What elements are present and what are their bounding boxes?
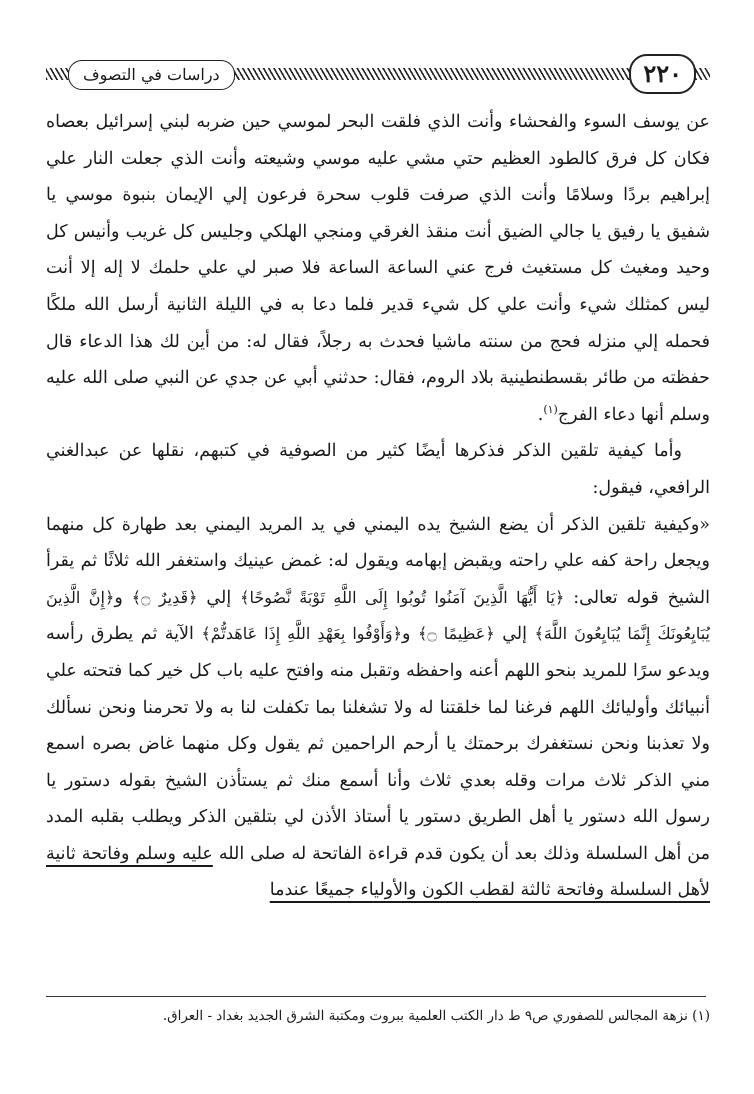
body-text: [46, 104, 710, 909]
paragraph-talqin-intro: وأما كيفية تلقين الذكر فذكرها أيضًا كثير من الصوفية في كتبهم، نقلها عن عبدالغني الرافعي، فيقول:: [46, 441, 710, 498]
quran-verse-1-end: ﴿قَدِيرٌ ۝﴾: [131, 587, 198, 607]
page-number: ٢٢٠: [629, 54, 696, 94]
paragraph-prayer: [46, 104, 710, 433]
page-header: [46, 60, 710, 94]
running-title: دراسات في التصوف: [68, 60, 235, 90]
connector-ila-1: إلي: [206, 587, 232, 608]
quotation-last-line: عليه وسلم وفاتحة ثانية لأهل السلسلة وفاتحة ثالثة لقطب الكون والأولياء جميعًا عندما: [46, 843, 710, 901]
connector-wa-2: و: [401, 624, 411, 645]
paragraph-prayer-end: .: [537, 404, 544, 425]
quran-verse-3: ﴿وَأَوْفُوا بِعَهْدِ اللَّهِ إِذَا عَاهَدتُّمْ﴾: [201, 624, 402, 644]
footnote-divider: [46, 996, 706, 997]
paragraph-quotation: [46, 507, 710, 910]
quran-verse-2-end: ﴿عَظِيمًا ۝﴾: [417, 624, 495, 644]
paragraph-prayer-text: عن يوسف السوء والفحشاء وأنت الذي فلقت البحر لموسي حين ضربه لبني إسرائيل بعصاه فكان كل فرق كالطود العظيم حتي مشي عليه موسي وشيعته وأنت الذي جعلت النار علي إبراهيم بردًا وسلامًا وأنت الذي صرفت قلوب سحرة فرعون إلي الإيمان بنبوة موسي يا شفيق يا رفيق يا جالي الضيق أنت منقذ الغرقي ومنجي الهلكي وجليس كل غريب وأنيس كل وحيد ومغيث كل مستغيث فرج عني الساعة الساعة فلا صبر لي علي حلمك لا إله إلا أنت ليس كمثلك شيء وأنت علي كل شيء قدير فلما دعا به في الليلة الثانية أرسل الله ملكًا فحمله إلي منزله فحج من سنته ماشيا فحدث به رجلاً، فقال له: من أين لك هذا الدعاء قال حفظته من طائر بقسطنطينية بلاد الروم، فقال: حدثني أبي عن جدي عن النبي صلى الله عليه وسلم أنها دعاء الفرج: [46, 112, 710, 425]
quotation-opening: «وكيفية تلقين الذكر أن يضع الشيخ يده اليمني في يد المريد اليمني بعد طهارة كل منهما ويجعل راحة كفه علي راحته ويقبض إبهامه ويقول له: غمض عينيك واستغفر الله ثلاثًا ثم يقرأ الشيخ قوله تعالى:: [46, 514, 710, 608]
footnote-reference: (١): [543, 402, 558, 416]
connector-wa-1: و: [114, 587, 123, 608]
quran-verse-1: ﴿يَا أَيُّهَا الَّذِينَ آمَنُوا تُوبُوا إِلَى اللَّهِ تَوْبَةً نَّصُوحًا﴾: [240, 587, 565, 607]
connector-ila-2: إلي: [502, 624, 527, 645]
quran-verse-2: ﴿إِنَّ الَّذِينَ يُبَايِعُونَكَ إِنَّمَا يُبَايِعُونَ اللَّهَ﴾: [46, 587, 710, 644]
quotation-continuation: الآية ثم يطرق رأسه ويدعو سرًا للمريد بنحو اللهم أعنه واحفظه وتقبل منه وافتح عليه باب كل خير كما فتحته علي أنبيائك وأوليائك اللهم فرغنا لما خلقتنا له ولا تشغلنا بما تكفلت لنا به ولا تحرمنا ونحن نسألك ولا تعذبنا ونحن نستغفرك برحمتك يا أرحم الراحمين ثم يقول وكل منهما غاض بصره اسمع مني الذكر ثلاث مرات وقله بعدي ثلاث وأنا أسمع منك ثم يستأذن الشيخ بقوله دستور يا رسول الله دستور يا أهل الطريق دستور يا أستاذ الأذن لي بتلقين الذكر ويطلب بقلبه المدد من أهل السلسلة وذلك بعد أن يكون قدم قراءة الفاتحة له صلى الله: [46, 624, 711, 864]
footnote: (١) نزهة المجالس للصفوري ص٩ ط دار الكتب العلمية ببروت ومكتبة الشرق الجديد بغداد - العراق.: [162, 1008, 710, 1024]
